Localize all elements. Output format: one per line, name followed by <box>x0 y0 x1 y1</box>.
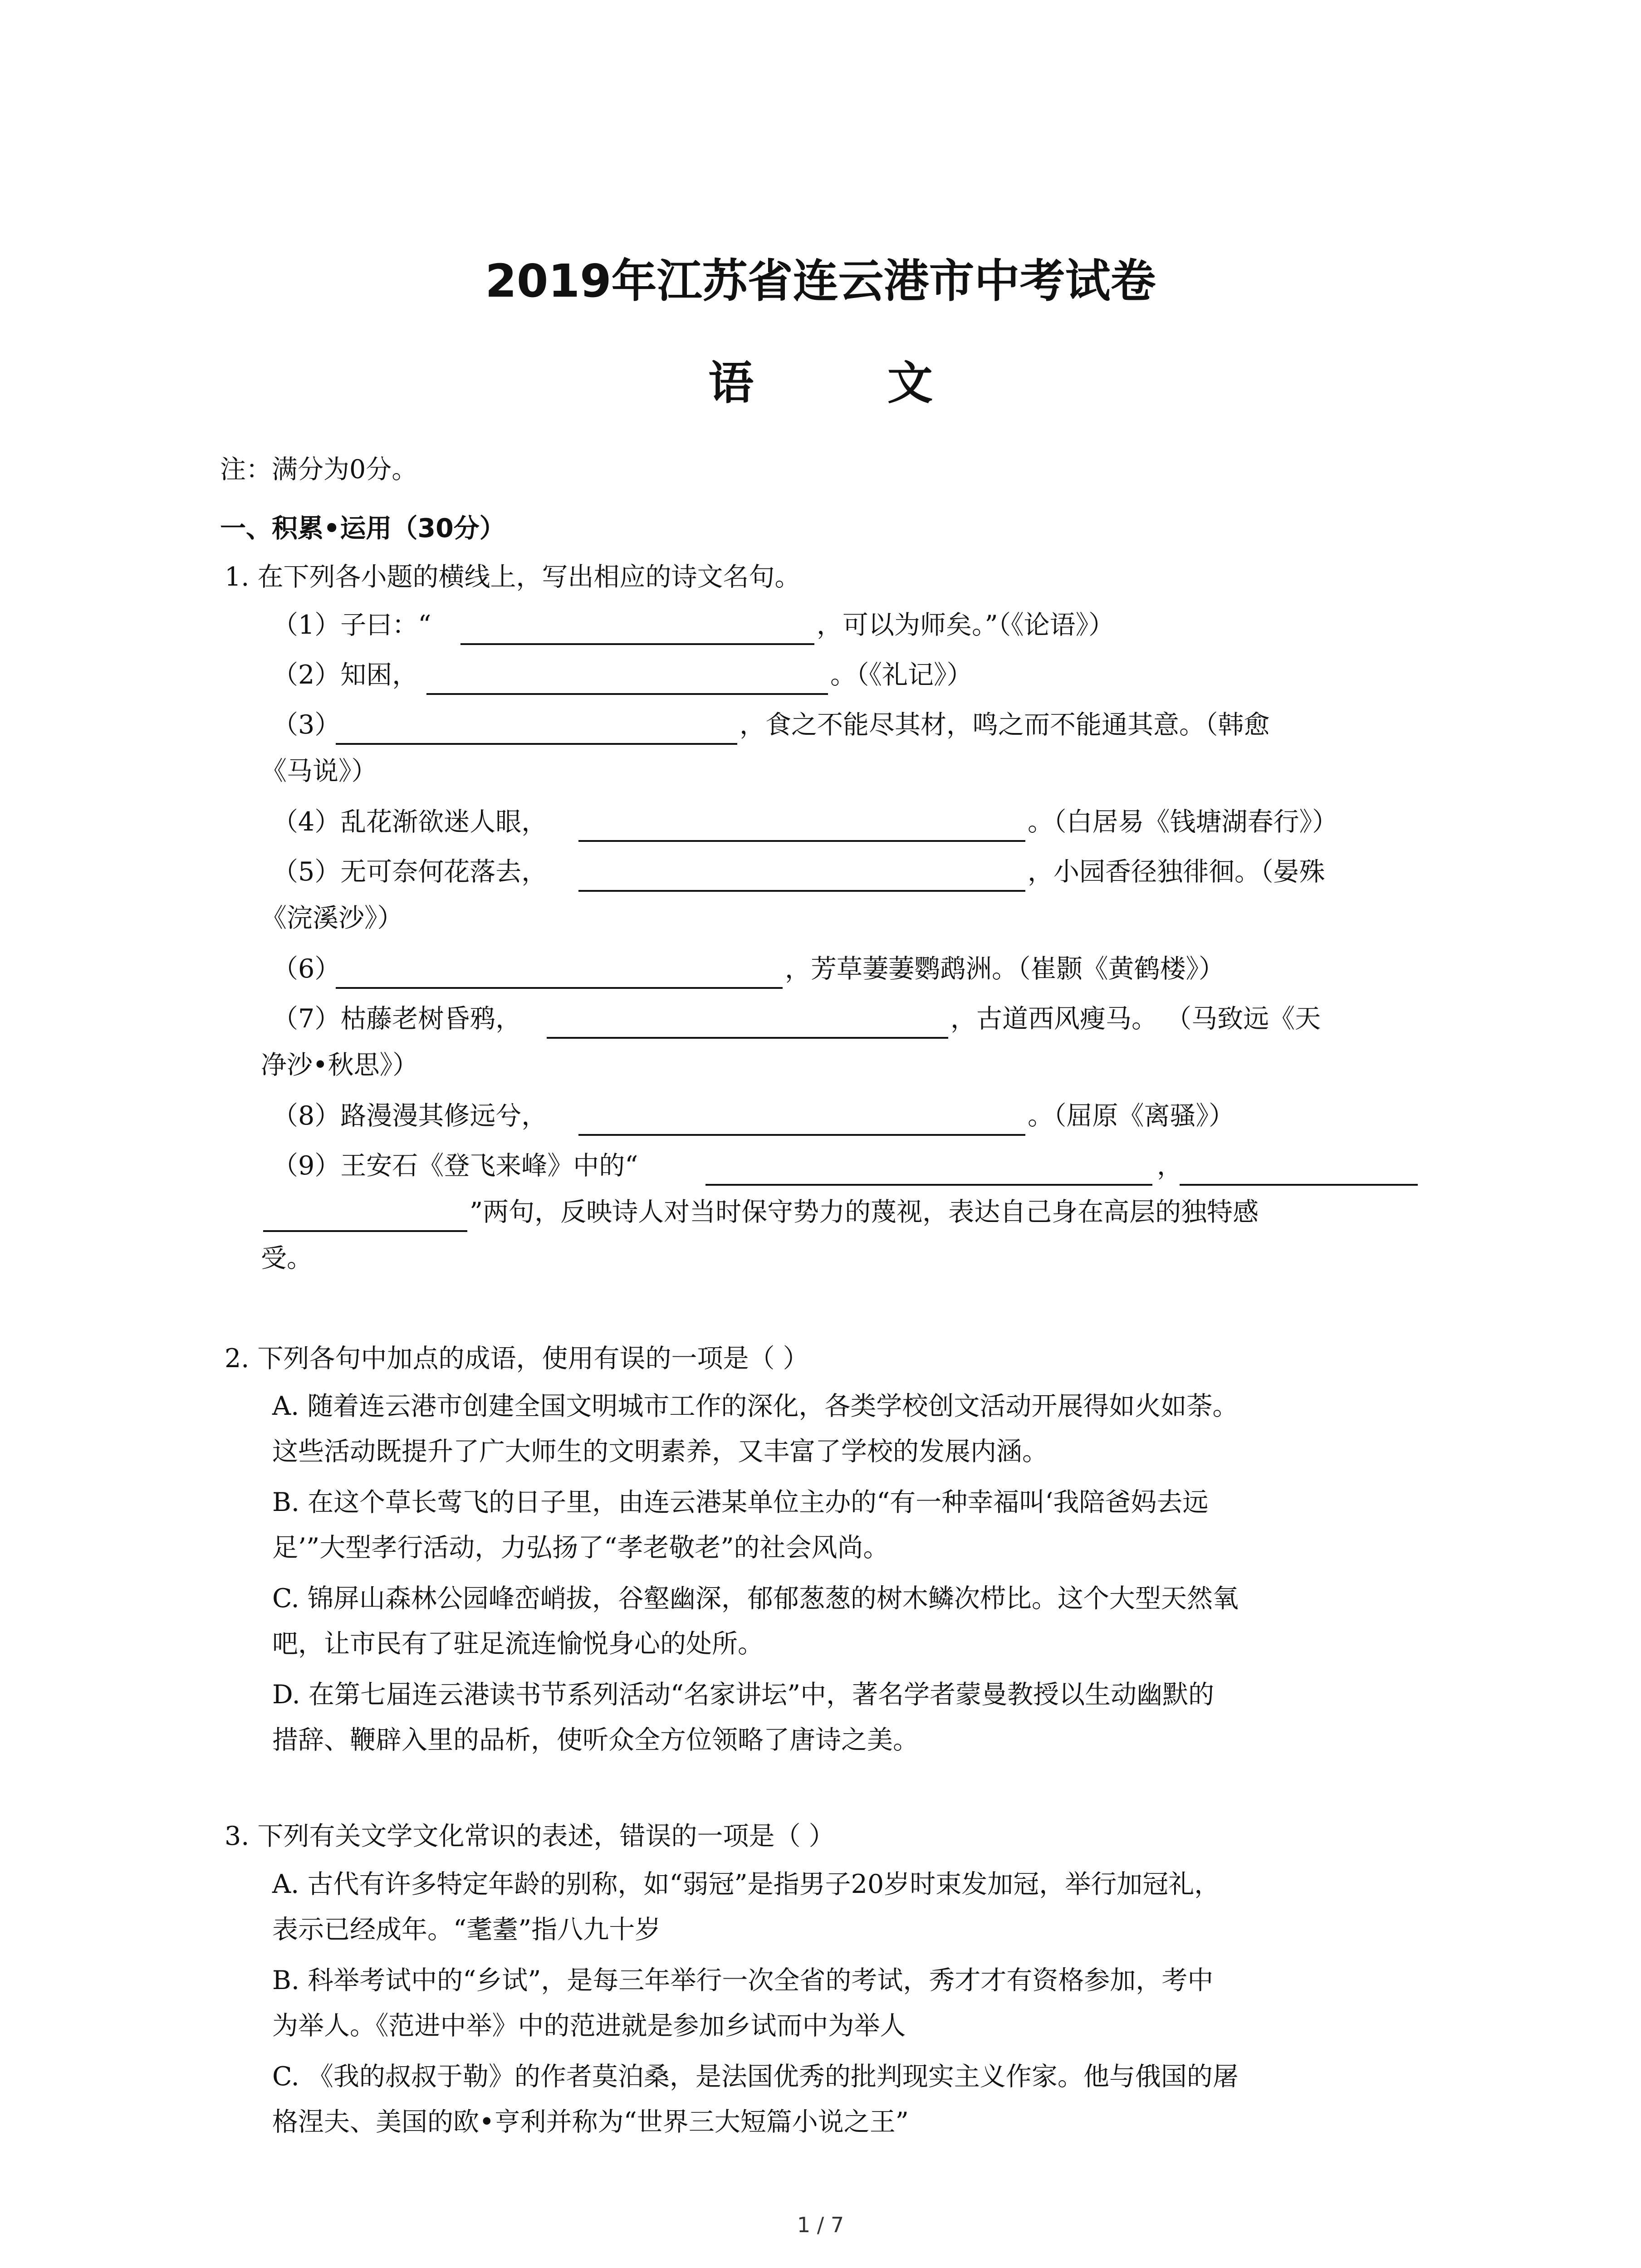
q1-item-2-blank[interactable] <box>426 693 828 695</box>
q1-item-3-blank[interactable] <box>336 743 737 745</box>
q1-item-9-blank-1[interactable] <box>705 1184 1152 1186</box>
q3-option-b-line-2: 为举人。《范进中举》中的范进就是参加乡试而中为举人 <box>272 2011 906 2041</box>
q1-item-8-suffix: 。（屈原《离骚》） <box>1028 1101 1234 1131</box>
q1-item-6-suffix: ，芳草萋萋鹦鹉洲。（崔颢《黄鹤楼》） <box>785 954 1225 984</box>
q1-item-3-continued: 《马说》） <box>261 756 377 786</box>
q2-option-c-line-2: 吧，让市民有了驻足流连愉悦身心的处所。 <box>272 1629 764 1659</box>
q1-item-4-prefix: （4）乱花渐欲迷人眼， <box>272 807 548 837</box>
q3-option-b-line-1: B. 科举考试中的“乡试”，是每三年举行一次全省的考试，秀才才有资格参加，考中 <box>272 1965 1214 1995</box>
q1-item-4-suffix: 。（白居易《钱塘湖春行》） <box>1028 807 1338 837</box>
q1-item-4-blank[interactable] <box>578 840 1025 842</box>
q2-option-d-line-2: 措辞、鞭辟入里的品析，使听众全方位领略了唐诗之美。 <box>272 1725 919 1755</box>
q1-item-1-blank[interactable] <box>460 643 814 645</box>
q1-item-7-continued: 净沙•秋思》） <box>261 1050 419 1080</box>
q1-item-8-prefix: （8）路漫漫其修远兮， <box>272 1101 548 1131</box>
question-1-stem: 1. 在下列各小题的横线上，写出相应的诗文名句。 <box>225 562 801 592</box>
q1-item-2-suffix: 。（《礼记》） <box>830 660 973 690</box>
q2-option-b-line-2: 足’”大型孝行活动，力弘扬了“孝老敬老”的社会风尚。 <box>272 1533 889 1563</box>
q1-item-1-prefix: （1）子曰：“ <box>272 610 431 640</box>
q3-option-c-line-1: C. 《我的叔叔于勒》的作者莫泊桑，是法国优秀的批判现实主义作家。他与俄国的屠 <box>272 2062 1239 2092</box>
q1-item-5-blank[interactable] <box>578 890 1025 892</box>
question-2-stem: 2. 下列各句中加点的成语，使用有误的一项是（ ） <box>225 1344 809 1374</box>
q3-option-a-line-2: 表示已经成年。“耄耋”指八九十岁 <box>272 1915 661 1945</box>
score-note: 注：满分为0分。 <box>220 455 418 484</box>
q2-option-a-line-2: 这些活动既提升了广大师生的文明素养，又丰富了学校的发展内涵。 <box>272 1437 1048 1466</box>
q1-item-1-suffix: ，可以为师矣。”（《论语》） <box>817 610 1115 640</box>
q2-option-c-line-1: C. 锦屏山森林公园峰峦峭拔，谷壑幽深，郁郁葱葱的树木鳞次栉比。这个大型天然氧 <box>272 1584 1239 1613</box>
q1-item-7-suffix: ，古道西风瘦马。 （马致远《天 <box>950 1004 1321 1034</box>
question-3-stem: 3. 下列有关文学文化常识的表述，错误的一项是（ ） <box>225 1821 835 1851</box>
q1-item-5-prefix: （5）无可奈何花落去， <box>272 857 548 887</box>
q1-item-9-comma: ， <box>1157 1151 1183 1181</box>
q1-item-7-prefix: （7）枯藤老树昏鸦， <box>272 1004 522 1034</box>
q3-option-a-line-1: A. 古代有许多特定年龄的别称，如“弱冠”是指男子20岁时束发加冠，举行加冠礼， <box>272 1869 1220 1899</box>
q1-item-9-prefix: （9）王安石《登飞来峰》中的“ <box>272 1151 638 1181</box>
q1-item-3-suffix: ，食之不能尽其材，鸣之而不能通其意。（韩愈 <box>740 710 1270 740</box>
page-number: 1 / 7 <box>797 2213 844 2237</box>
q2-option-a-line-1: A. 随着连云港市创建全国文明城市工作的深化，各类学校创文活动开展得如火如荼。 <box>272 1391 1239 1421</box>
page-title: 2019年江苏省连云港市中考试卷 <box>485 254 1156 308</box>
q1-item-6-blank[interactable] <box>336 987 783 989</box>
q1-item-9-suffix: ”两句，反映诗人对当时保守势力的蔑视，表达自己身在高层的独特感 <box>470 1197 1259 1227</box>
q1-item-7-blank[interactable] <box>547 1037 948 1039</box>
subject-title: 语 文 <box>708 357 992 410</box>
q1-item-9-continued: 受。 <box>261 1243 313 1273</box>
q1-item-3-prefix: （3） <box>272 710 341 740</box>
q2-option-d-line-1: D. 在第七届连云港读书节系列活动“名家讲坛”中，著名学者蒙曼教授以生动幽默的 <box>272 1680 1215 1710</box>
q1-item-5-suffix: ，小园香径独徘徊。（晏殊 <box>1028 857 1325 887</box>
q3-option-c-line-2: 格涅夫、美国的欧•亨利并称为“世界三大短篇小说之王” <box>272 2107 909 2137</box>
q1-item-8-blank[interactable] <box>578 1134 1025 1136</box>
q1-item-2-prefix: （2）知困， <box>272 660 418 690</box>
q2-option-b-line-1: B. 在这个草长莺飞的日子里，由连云港某单位主办的“有一种幸福叫‘我陪爸妈去远 <box>272 1487 1209 1517</box>
q1-item-6-prefix: （6） <box>272 954 341 984</box>
q1-item-5-continued: 《浣溪沙》） <box>261 903 403 933</box>
q1-item-9-blank-2-continued[interactable] <box>263 1230 467 1232</box>
q1-item-9-blank-2[interactable] <box>1180 1184 1418 1186</box>
section-heading: 一、积累•运用（30分） <box>220 513 505 543</box>
